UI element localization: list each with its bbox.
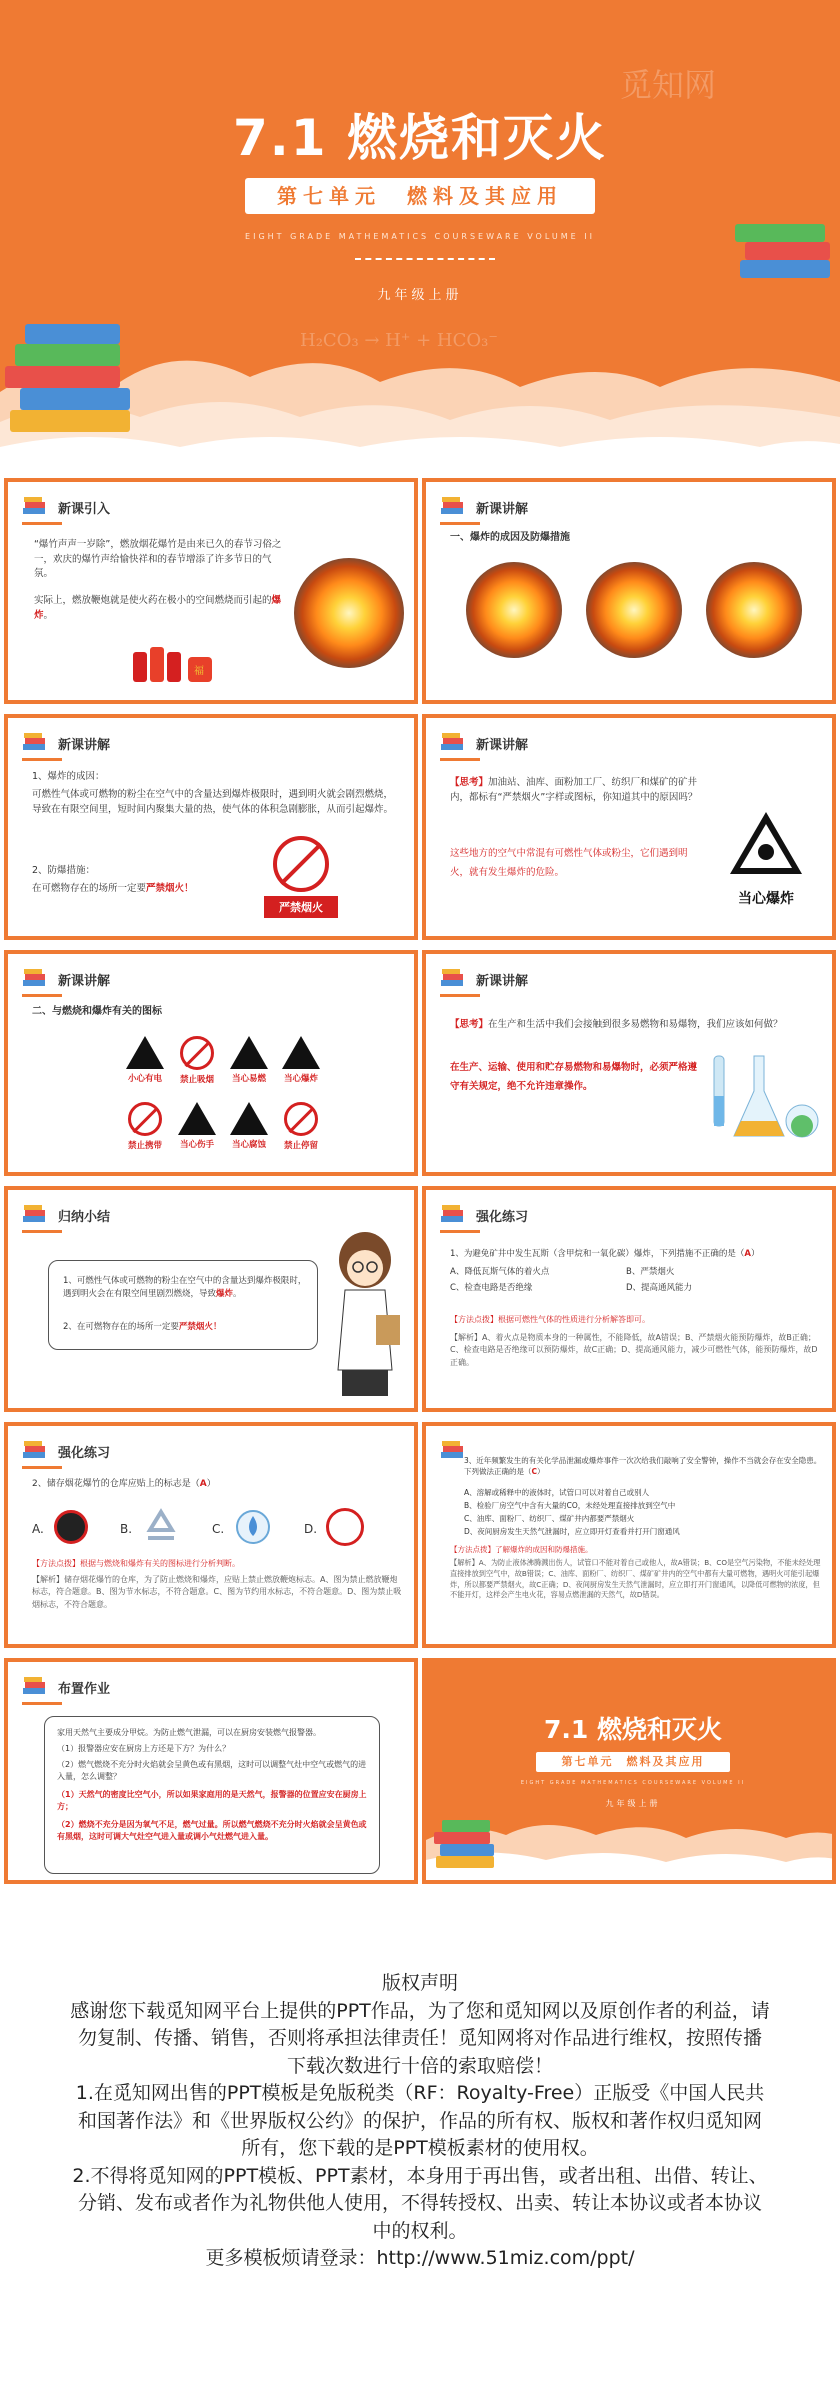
books-illustration: [0, 310, 150, 460]
sign-hand: [172, 1102, 222, 1150]
sign-no-stay: [276, 1102, 326, 1151]
book-icon: [22, 1440, 48, 1462]
sign-electric: [120, 1036, 170, 1084]
cover-grade: 九年级上册: [377, 288, 463, 303]
method-tip: 【方法点拨】根据可燃性气体的性质进行分析解答即可。: [450, 1315, 650, 1324]
slide-title: 新课讲解: [58, 737, 111, 753]
slide-title: 强化练习: [476, 1209, 529, 1225]
book-icon: [440, 732, 466, 754]
summary-point-2: [63, 1321, 307, 1334]
slide-explain-2: [4, 714, 418, 940]
cover-title: 7.1 燃烧和灭火: [233, 109, 607, 167]
flammable-warning-icon: [230, 1036, 268, 1069]
sign-corrosion: [224, 1102, 274, 1150]
intro-paragraph-2: [34, 594, 284, 623]
summary-keyword: 爆炸: [216, 1289, 234, 1300]
option-a: A、溶解或稀释中的液体时，试管口可以对着自己或别人: [464, 1488, 650, 1497]
book-icon: [22, 1204, 48, 1226]
book-icon: [440, 496, 466, 518]
copyright-notice: [0, 1970, 840, 2273]
think-question: 在生产和生活中我们会接触到很多易燃物和易爆物，我们应该如何做？: [488, 1019, 783, 1030]
section-heading: 一、爆炸的成因及防爆措施: [450, 532, 570, 543]
intro-text: 实际上，燃放鞭炮就是使火药在极小的空间燃烧而引起的: [34, 595, 272, 606]
no-smoking-icon: [180, 1036, 214, 1070]
book-icon: [440, 1204, 466, 1226]
think-paragraph: [450, 776, 700, 805]
no-smoking-icon: [326, 1508, 364, 1546]
slide-header: [22, 1202, 110, 1228]
cause-heading: 1、爆炸的成因：: [32, 771, 105, 782]
explanation: 【解析】储存烟花爆竹的仓库，为了防止燃烧和爆炸，应贴上禁止燃放鞭炮标志。A、图为禁止燃放鞭炮标志，符合题意。B、图为节水标志，不符合题意。C、图为节约用水标志，不符合题意。D、图为禁止吸烟标志，不符合题意。: [32, 1575, 402, 1609]
question-text: 3、近年频繁发生的有关化学品泄漏或爆炸事件一次次给我们敲响了安全警钟，操作不当就会存在安全隐患。下列做法正确的是（: [464, 1456, 822, 1476]
slide-header: [440, 730, 528, 756]
prevention-prefix: 在可燃物存在的场所一定要: [32, 883, 147, 894]
homework-q2: （2）燃气燃烧不充分时火焰就会呈黄色或有黑烟，这时可以调整气灶中空气或燃气的进入量，怎么调整？: [57, 1760, 367, 1782]
copyright-paragraph-3: 2.不得将觅知网的PPT模板、PPT素材，本身用于再出售，或者出租、出借、转让、分销、发布或者作为礼物供他人使用，不得转授权、出卖、转让本协议或者本协议中的权利。: [72, 2164, 768, 2242]
option-c: C、油库、面粉厂、纺织厂、煤矿井内都要严禁烟火: [464, 1514, 635, 1523]
question-end: ）: [751, 1249, 760, 1259]
lab-flask-illustration: [704, 1046, 824, 1156]
cause-paragraph: 可燃性气体或可燃物的粉尘在空气中的含量达到爆炸极限时，遇到明火就会剧烈燃烧，导致在有限空间里，短时间内聚集大量的热，使气体的体积急剧膨胀，从而引起爆炸。: [32, 789, 394, 815]
section-heading: 二、与燃烧和爆炸有关的图标: [32, 1006, 162, 1017]
sign-explosion: [276, 1036, 326, 1084]
end-english: EIGHT GRADE MATHEMATICS COURSEWARE VOLUME II: [520, 1780, 746, 1786]
title-underline: [22, 994, 62, 997]
teacher-illustration: [320, 1220, 410, 1410]
slide-header: [22, 730, 110, 756]
slide-title: 新课引入: [58, 501, 111, 517]
slide-header: [22, 1438, 110, 1464]
cover-subtitle: 第七单元 燃料及其应用: [245, 178, 595, 214]
slide-end-cover: [422, 1658, 836, 1884]
book-icon: [22, 1676, 48, 1698]
end-grade: 九年级上册: [605, 1799, 661, 1808]
book-icon: [22, 732, 48, 754]
hand-warning-icon: [178, 1102, 216, 1135]
slide-explain-4: [422, 950, 836, 1176]
option-c: C、检查电路是否绝缘: [450, 1283, 533, 1293]
sign-label: 当心腐蚀: [231, 1140, 266, 1150]
slide-signs: [4, 950, 418, 1176]
explosion-warning-icon: [726, 808, 806, 878]
question-text: 1、为避免矿井中发生瓦斯（含甲烷和一氧化碳）爆炸，下列措施不正确的是（: [450, 1249, 745, 1259]
option-c-label: C.: [212, 1522, 225, 1536]
no-stay-icon: [284, 1102, 318, 1136]
sign-label: 禁止吸烟: [179, 1075, 214, 1085]
cover-watermark: 觅知网: [620, 66, 717, 104]
method-tip: 【方法点拨】根据与燃烧和爆炸有关的图标进行分析判断。: [32, 1559, 240, 1568]
slide-header: [22, 1674, 110, 1700]
slide-header: [22, 494, 110, 520]
summary-end: ！: [212, 1322, 222, 1332]
question-end: ）: [537, 1466, 545, 1476]
option-d: D、夜间厨房发生天然气泄漏时，应立即开灯查看并打开门窗通风: [464, 1527, 680, 1536]
answer: C: [531, 1466, 538, 1476]
option-d-label: D.: [304, 1522, 318, 1536]
explanation: 【解析】A、为防止液体沸腾溅出伤人，试管口不能对着自己或他人，故A错误；B、CO是空气污染物，不能未经处理直接排放到空气中，故B错误；C、油库、面粉厂、纺织厂、煤矿矿井内的空气中都有大量可燃物，遇明火可能引起爆炸，所以都要严禁烟火，故C正确；D、夜间厨房发生天然气泄漏时，应立即打开门窗通风，以降低可燃物的浓度，但不能开灯，这样会产生电火花，容易点燃泄漏的天然气，故D错误。: [450, 1558, 821, 1600]
end-subtitle: 第七单元 燃料及其应用: [536, 1752, 730, 1772]
copyright-heading: 版权声明: [381, 1972, 458, 1994]
title-underline: [22, 1230, 62, 1233]
book-icon: [22, 496, 48, 518]
explosion-image: [466, 562, 562, 658]
intro-end: 。: [43, 609, 54, 621]
title-underline: [440, 522, 480, 525]
explosion-warning-label: 当心爆炸: [738, 891, 794, 907]
slide-explain-3: [422, 714, 836, 940]
sign-label: 当心爆炸: [283, 1074, 318, 1084]
slide-title: 新课讲解: [58, 973, 111, 989]
slide-title: 布置作业: [58, 1681, 111, 1697]
option-a-label: A.: [32, 1522, 44, 1536]
homework-q1: （1）报警器应安在厨房上方还是下方？为什么？: [57, 1744, 231, 1753]
explosion-image: [586, 562, 682, 658]
sign-no-smoking: [172, 1036, 222, 1085]
slide-title: 新课讲解: [476, 737, 529, 753]
title-underline: [440, 994, 480, 997]
corrosion-warning-icon: [230, 1102, 268, 1135]
svg-text:福: 福: [194, 666, 204, 677]
sign-flammable: [224, 1036, 274, 1084]
explanation: 【解析】A、着火点是物质本身的一种属性，不能降低，故A错误；B、严禁烟火能预防爆炸，故B正确；C、检查电路是否绝缘可以预防爆炸，故C正确；D、提高通风能力，减少可燃性气体，能预防爆炸，故D正确。: [450, 1333, 818, 1367]
end-title: 7.1 燃烧和灭火: [544, 1715, 722, 1744]
title-underline: [22, 1466, 62, 1469]
intro-keyword: 爆炸: [34, 595, 282, 621]
sign-label: 小心有电: [127, 1074, 162, 1084]
option-b: B、严禁烟火: [626, 1267, 675, 1277]
summary-box: [48, 1260, 318, 1350]
think-answer: 这些地方的空气中常混有可燃性气体或粉尘，它们遇到明火，就有发生爆炸的危险。: [450, 848, 688, 878]
think-question: 加油站、油库、面粉加工厂、纺织厂和煤矿的矿井内，都标有“严禁烟火”字样或图标，你知道其中的原因吗？: [450, 777, 698, 803]
slide-header: [440, 494, 528, 520]
explosion-image: [706, 562, 802, 658]
question-end: ）: [206, 1479, 216, 1489]
slide-homework: [4, 1658, 418, 1884]
summary-point-1: [63, 1275, 307, 1301]
electric-warning-icon: [126, 1036, 164, 1069]
option-a: A、降低瓦斯气体的着火点: [450, 1267, 550, 1277]
slide-header: [440, 1202, 528, 1228]
slide-header: [440, 966, 528, 992]
no-fire-sign: [264, 836, 338, 924]
homework-intro: 家用天然气主要成分甲烷。为防止燃气泄漏，可以在厨房安装燃气报警器。: [57, 1728, 321, 1737]
slide-summary: [4, 1186, 418, 1412]
copyright-paragraph-2: 1.在觅知网出售的PPT模板是免版税类（RF：Royalty-Free）正版受《中国人民共和国著作法》和《世界版权公约》的保护，作品的所有权、版权和著作权归觅知网所有，您下载的是PPT模板素材的使用权。: [75, 2082, 765, 2160]
recycle-icon: [142, 1508, 180, 1546]
summary-text: 2、在可燃物存在的场所一定要: [63, 1322, 179, 1332]
no-carry-icon: [128, 1102, 162, 1136]
summary-keyword: 严禁烟火: [178, 1322, 213, 1332]
question: [464, 1456, 824, 1478]
cover-divider: [355, 258, 495, 260]
option-d: D、提高通风能力: [626, 1283, 693, 1293]
firecracker-illustration: [128, 632, 218, 692]
sign-label: 当心伤手: [179, 1140, 214, 1150]
prevention-keyword: 严禁烟火: [146, 883, 185, 894]
option-b: B、检验厂房空气中含有大量的CO，未经处理直接排放到空气中: [464, 1501, 676, 1510]
sign-label: 禁止携带: [127, 1141, 162, 1151]
slide-header: [22, 966, 110, 992]
book-icon: [440, 1440, 466, 1462]
no-fireworks-icon: [54, 1510, 88, 1544]
slide-intro: [4, 478, 418, 704]
think-paragraph: [450, 1018, 830, 1033]
title-underline: [440, 758, 480, 761]
title-underline: [22, 1702, 62, 1705]
prevention-text: [32, 882, 194, 897]
think-tag: 【思考】: [450, 777, 489, 788]
explosion-image: [294, 558, 404, 668]
no-fire-label: 严禁烟火: [264, 896, 338, 918]
sign-label: 禁止停留: [283, 1141, 318, 1151]
think-answer: 在生产、运输、使用和贮存易燃物和易爆物时，必须严格遵守有关规定，绝不允许违章操作。: [450, 1062, 698, 1092]
cover-slide: [0, 0, 840, 472]
summary-end: 。: [233, 1289, 242, 1300]
cover-english: EIGHT GRADE MATHEMATICS COURSEWARE VOLUME II: [245, 232, 595, 241]
copyright-link[interactable]: 更多模板烦请登录：http://www.51miz.com/ppt/: [205, 2247, 635, 2270]
explosion-warning-sign: [711, 808, 821, 908]
books-illustration: [432, 1812, 502, 1882]
homework-a1: （1）天然气的密度比空气小，所以如果家庭用的是天然气，报警器的位置应安在厨房上方；: [57, 1790, 367, 1812]
question: [32, 1478, 216, 1492]
question-text: 2、储存烟花爆竹的仓库应贴上的标志是（: [32, 1479, 200, 1489]
title-underline: [22, 522, 62, 525]
sign-label: 当心易燃: [231, 1074, 266, 1084]
title-underline: [22, 758, 62, 761]
homework-a2: （2）燃烧不充分是因为氧气不足，燃气过量。所以燃气燃烧不充分时火焰就会呈黄色或有黑烟，这时可调大气灶空气进入量或调小气灶燃气进入量。: [57, 1820, 367, 1842]
prevention-end: ！: [184, 883, 194, 894]
intro-paragraph: “爆竹声声一岁除”，燃放烟花爆竹是由来已久的春节习俗之一，欢庆的爆竹声给愉快祥和的春节增添了许多节日的气氛。: [34, 539, 282, 580]
homework-box: [44, 1716, 380, 1874]
slide-exercise-1: [422, 1186, 836, 1412]
book-icon: [440, 968, 466, 990]
book-icon: [22, 968, 48, 990]
answer: A: [199, 1479, 207, 1489]
title-underline: [440, 1230, 480, 1233]
no-fire-icon: [273, 836, 329, 892]
think-tag: 【思考】: [450, 1019, 489, 1030]
slide-title: 新课讲解: [476, 973, 529, 989]
prevention-heading: 2、防爆措施：: [32, 865, 96, 876]
slide-title: 新课讲解: [476, 501, 529, 517]
slide-exercise-2: [4, 1422, 418, 1648]
water-saving-icon: [234, 1508, 272, 1546]
answer: A: [744, 1249, 752, 1259]
slide-title: 强化练习: [58, 1445, 111, 1461]
method-tip: 【方法点拨】了解爆炸的成因和防爆措施。: [450, 1545, 593, 1554]
summary-text: 1、可燃性气体或可燃物的粉尘在空气中的含量达到爆炸极限时，遇到明火会在有限空间里剧烈燃烧，导致: [63, 1276, 307, 1300]
copyright-paragraph-1: 感谢您下载觅知网平台上提供的PPT作品，为了您和觅知网以及原创作者的利益，请勿复制、传播、销售，否则将承担法律责任！觅知网将对作品进行维权，按照传播下载次数进行十倍的索取赔偿！: [70, 1999, 770, 2077]
explosion-warning-icon: [282, 1036, 320, 1069]
slide-exercise-3: [422, 1422, 836, 1648]
slide-explain-1: [422, 478, 836, 704]
question: [450, 1248, 830, 1261]
slide-title: 归纳小结: [58, 1209, 111, 1225]
cover-formula: H₂CO₃ → H⁺ + HCO₃⁻: [300, 330, 498, 351]
option-b-label: B.: [120, 1522, 133, 1536]
sign-no-carry: [120, 1102, 170, 1151]
